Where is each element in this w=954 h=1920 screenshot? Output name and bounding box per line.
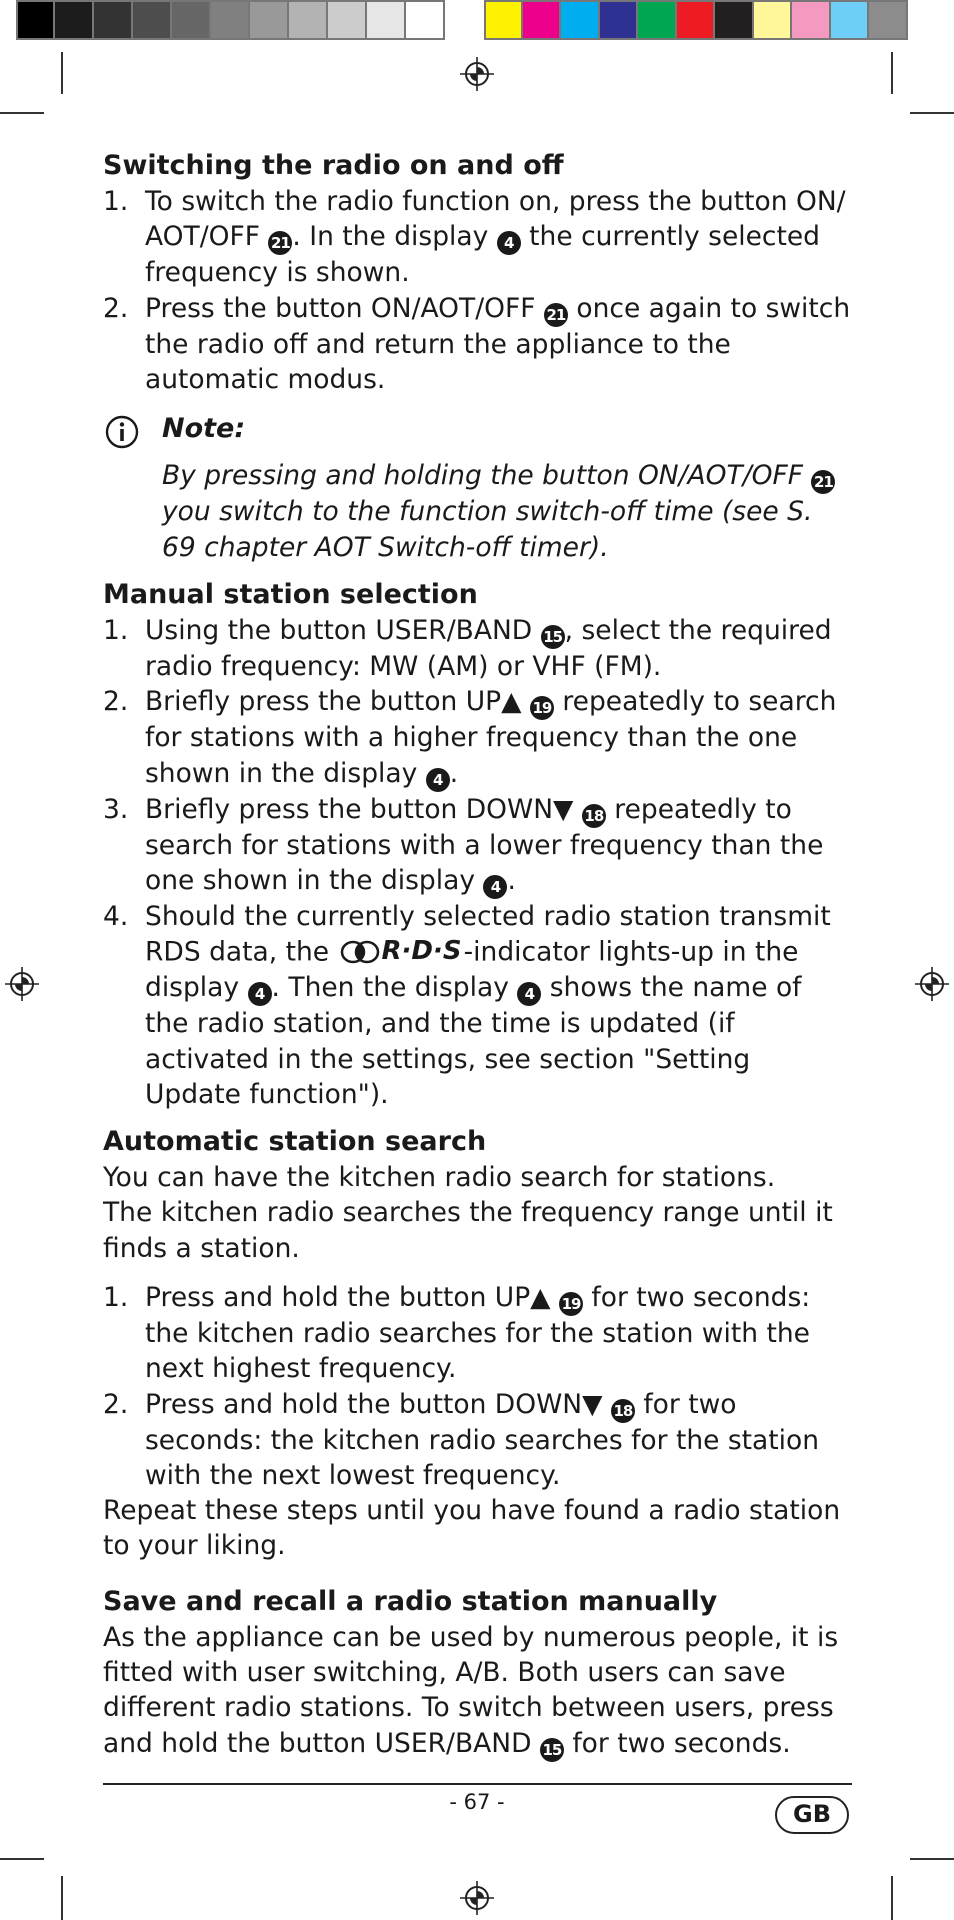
swatch: [677, 0, 716, 40]
swatch: [561, 0, 600, 40]
swatch: [406, 0, 445, 40]
section-heading: Save and recall a radio station manually: [103, 1585, 718, 1617]
step-number: 4.: [103, 900, 129, 932]
trim-mark: [0, 1858, 44, 1860]
footer-rule: [103, 1783, 852, 1785]
callout-number: 21: [268, 231, 292, 255]
numbered-list: [103, 184, 853, 397]
list-item: [103, 184, 853, 291]
callout-number: 19: [530, 696, 554, 720]
step-number: 3.: [103, 793, 129, 825]
swatch: [792, 0, 831, 40]
swatch: [831, 0, 870, 40]
step-number: 2.: [103, 292, 129, 324]
trim-mark: [61, 52, 63, 94]
swatch: [289, 0, 328, 40]
gray-color-strip: [16, 0, 445, 44]
callout-number: 21: [544, 303, 568, 327]
step-text: Press the button ON/AOT/OFF: [145, 292, 544, 324]
list-item: 3. Briefly press the button DOWN▼ 18 repeatedly to search for stations with a lower frequency than the one shown in the display 4 .: [103, 792, 853, 899]
info-icon: [105, 415, 139, 449]
paragraph: The kitchen radio searches the frequency range until it finds a station.: [103, 1197, 833, 1264]
callout-number: 4: [497, 231, 521, 255]
swatch: [133, 0, 172, 40]
note-text: By pressing and holding the button ON/AOT/OFF 21 you switch to the function switch-off time (see S. 69 chapter AOT Switch-off timer).: [162, 458, 853, 565]
trim-mark: [910, 1858, 954, 1860]
step-number: 1.: [103, 186, 129, 217]
swatch: [754, 0, 793, 40]
paragraph: You can have the kitchen radio search for stations.: [103, 1162, 776, 1194]
step-number: 1.: [103, 1281, 129, 1313]
trim-mark: [0, 112, 44, 114]
trim-mark: [61, 1876, 63, 1920]
numbered-list: [103, 1280, 853, 1493]
swatch: [600, 0, 639, 40]
section-heading: Automatic station search: [103, 1126, 487, 1158]
paragraph: As the appliance can be used by numerous people, it is fitted with user switching, A/B. Both users can save different radio stations. To switch between users, press and hold the button USER/BAND 15 for two seconds.: [103, 1620, 853, 1762]
swatch: [869, 0, 908, 40]
numbered-list: [103, 613, 853, 1112]
swatch: [367, 0, 406, 40]
note-title: Note:: [162, 413, 246, 445]
list-item: 1. Using the button USER/BAND 15, select the required radio frequency: MW (AM) or VHF (FM).: [103, 615, 832, 683]
section-heading: Manual station selection: [103, 579, 478, 611]
trim-mark: [891, 52, 893, 94]
step-number: 1.: [103, 615, 129, 647]
note-box: [103, 411, 853, 565]
swatch: [94, 0, 133, 40]
list-item: [103, 291, 853, 398]
page-number: - 67 -: [449, 1790, 505, 1814]
callout-number: 4: [483, 875, 507, 899]
registration-mark-icon: [914, 966, 950, 1002]
callout-number: 15: [541, 625, 565, 649]
swatch: [172, 0, 211, 40]
registration-mark-icon: [459, 1880, 495, 1916]
swatch: [211, 0, 250, 40]
language-badge: GB: [775, 1796, 849, 1834]
step-text: . In the display: [292, 221, 497, 253]
registration-mark-icon: [4, 966, 40, 1002]
list-item: 4. Should the currently selected radio station transmit RDS data, the R·D·S -indicator lights-up in the display 4 . Then the display 4 shows the name of the radio station, and the time is updated (if activated in the settings, see section "Setting Update function").: [103, 900, 831, 1110]
callout-number: 18: [611, 1399, 635, 1423]
step-text: the currently selected frequency is shown.: [145, 221, 820, 289]
swatch: [55, 0, 94, 40]
callout-number: 21: [811, 470, 835, 494]
callout-number: 18: [582, 804, 606, 828]
callout-number: 19: [559, 1292, 583, 1316]
trim-mark: [910, 112, 954, 114]
rds-text: R·D·S: [381, 936, 462, 967]
step-number: 2.: [103, 686, 129, 718]
callout-number: 4: [517, 982, 541, 1006]
section-heading: Switching the radio on and off: [103, 150, 564, 181]
step-number: 2.: [103, 1388, 129, 1420]
swatch: [523, 0, 562, 40]
paragraph: Repeat these steps until you have found a radio station to your liking.: [103, 1495, 841, 1562]
manual-page-content: [103, 148, 853, 1762]
rds-logo: [340, 934, 462, 969]
callout-number: 4: [426, 768, 450, 792]
list-item: 1. Press and hold the button UP▲ 19 for two seconds: the kitchen radio searches for the station with the next highest frequency.: [103, 1281, 811, 1385]
step-text: once again to switch the radio off and return the appliance to the automatic modus.: [145, 292, 851, 395]
registration-mark-icon: [459, 56, 495, 92]
swatch: [328, 0, 367, 40]
step-text: To switch the radio function on, press the button ON/ AOT/OFF: [145, 186, 846, 253]
list-item: 2. Briefly press the button UP▲ 19 repeatedly to search for stations with a higher frequency than the one shown in the display 4 .: [103, 684, 853, 791]
list-item: 2. Press and hold the button DOWN▼ 18 for two seconds: the kitchen radio searches for the station with the next lowest frequency.: [103, 1388, 820, 1491]
swatch: [484, 0, 523, 40]
swatch: [715, 0, 754, 40]
rds-signal-icon: [340, 939, 382, 965]
process-color-strip: [484, 0, 908, 44]
callout-number: 15: [540, 1738, 564, 1762]
swatch: [638, 0, 677, 40]
swatch: [16, 0, 55, 40]
callout-number: 4: [248, 982, 272, 1006]
swatch: [250, 0, 289, 40]
trim-mark: [891, 1876, 893, 1920]
